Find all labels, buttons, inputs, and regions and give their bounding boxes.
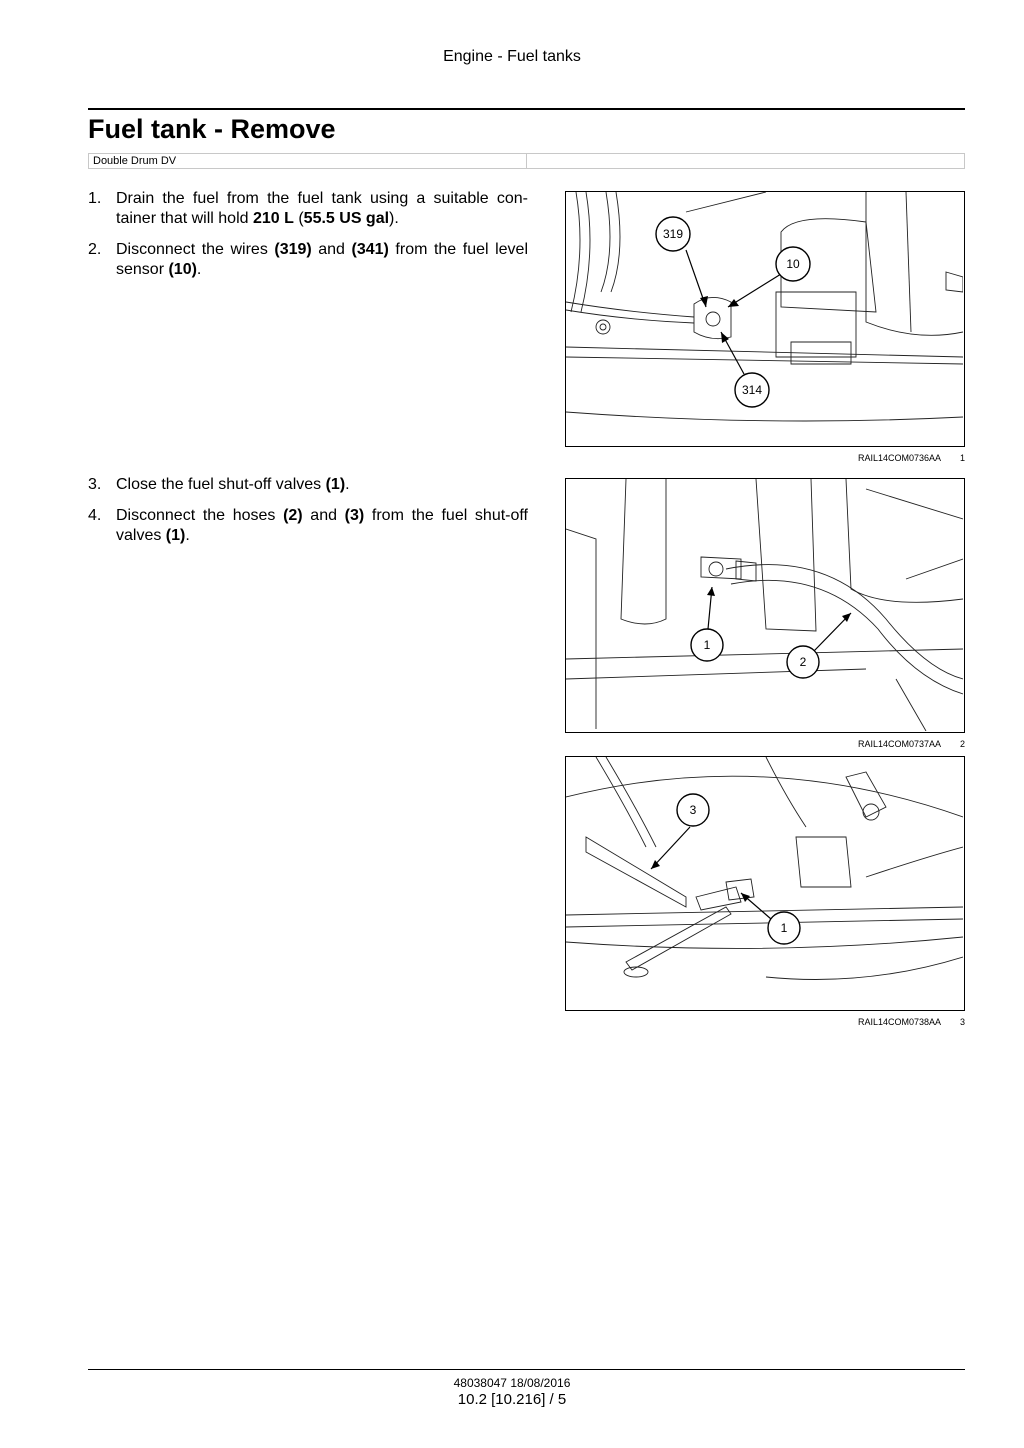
step-text xyxy=(116,240,528,280)
step-reference: (3) xyxy=(344,507,365,524)
step-reference: (10) xyxy=(168,261,197,278)
step-group-1 xyxy=(88,189,528,291)
step-reference: (319) xyxy=(274,241,312,258)
step-item xyxy=(88,506,528,546)
callout-label: 1 xyxy=(703,638,711,652)
step-number: 4. xyxy=(88,507,102,524)
callout-label: 314 xyxy=(741,383,763,397)
step-text xyxy=(116,506,528,546)
footer-document-id: 48038047 18/08/2016 xyxy=(453,1376,571,1390)
step-reference: (341) xyxy=(351,241,389,258)
figure-code: RAIL14COM0737AA xyxy=(857,739,941,749)
step-number: 1. xyxy=(88,190,102,207)
figure-index: 3 xyxy=(959,1017,965,1027)
model-applicability-table xyxy=(88,153,965,169)
callout-3 xyxy=(651,794,709,869)
figure-1-illustration xyxy=(565,191,965,447)
step-text-run: from the fuel shut-off valves xyxy=(116,507,528,544)
callout-10 xyxy=(728,247,810,307)
callout-label: 2 xyxy=(799,655,807,669)
header-rule xyxy=(88,108,965,110)
step-number: 3. xyxy=(88,476,102,493)
step-item xyxy=(88,189,528,229)
step-text-run: . xyxy=(345,476,350,493)
step-reference: (1) xyxy=(165,527,186,544)
step-text-run: . xyxy=(185,527,190,544)
callout-label: 3 xyxy=(689,803,697,817)
step-text-run: . xyxy=(196,261,202,278)
callout-1 xyxy=(691,587,723,661)
step-text xyxy=(116,189,528,229)
figure-1-caption xyxy=(565,453,965,463)
step-item xyxy=(88,475,528,495)
callout-314 xyxy=(721,332,769,407)
step-group-2 xyxy=(88,475,528,557)
step-reference: (1) xyxy=(325,476,346,493)
step-text-run: and xyxy=(302,507,345,524)
step-item xyxy=(88,240,528,280)
step-text-run: ( xyxy=(293,210,304,227)
figure-2-caption xyxy=(565,739,965,749)
figure-index: 2 xyxy=(959,739,965,749)
figure-3-illustration xyxy=(565,756,965,1011)
step-text xyxy=(116,475,528,495)
step-text-run: Close the fuel shut-off valves xyxy=(116,476,326,493)
callout-2 xyxy=(787,613,851,678)
step-text-run: ). xyxy=(389,210,399,227)
model-label: Double Drum DV xyxy=(89,154,527,168)
step-number: 2. xyxy=(88,241,102,258)
figure-index: 1 xyxy=(959,453,965,463)
figure-code: RAIL14COM0738AA xyxy=(857,1017,941,1027)
step-reference: (2) xyxy=(283,507,303,524)
step-text-run: Disconnect the hoses xyxy=(116,507,284,524)
callout-319 xyxy=(656,217,708,307)
callout-label: 319 xyxy=(662,227,684,241)
footer-rule xyxy=(88,1369,965,1370)
step-text-run: from the fuel level sensor xyxy=(116,241,528,278)
callout-label: 10 xyxy=(786,257,800,271)
running-header: Engine - Fuel tanks xyxy=(443,48,581,65)
step-text-run: and xyxy=(311,241,352,258)
model-empty-cell xyxy=(527,154,964,168)
figure-code: RAIL14COM0736AA xyxy=(857,453,941,463)
figure-2-illustration xyxy=(565,478,965,733)
figure-3-caption xyxy=(565,1017,965,1027)
step-text-run: Drain the fuel from the fuel tank using a suitable con-tainer that will hold xyxy=(116,190,528,227)
callout-label: 1 xyxy=(780,921,788,935)
footer-page-number: 10.2 [10.216] / 5 xyxy=(457,1391,567,1408)
page-title: Fuel tank - Remove xyxy=(88,114,336,144)
step-reference: 55.5 US gal xyxy=(303,210,390,227)
step-text-run: Disconnect the wires xyxy=(116,241,275,258)
step-reference: 210 L xyxy=(252,210,294,227)
callout-1 xyxy=(741,893,800,944)
